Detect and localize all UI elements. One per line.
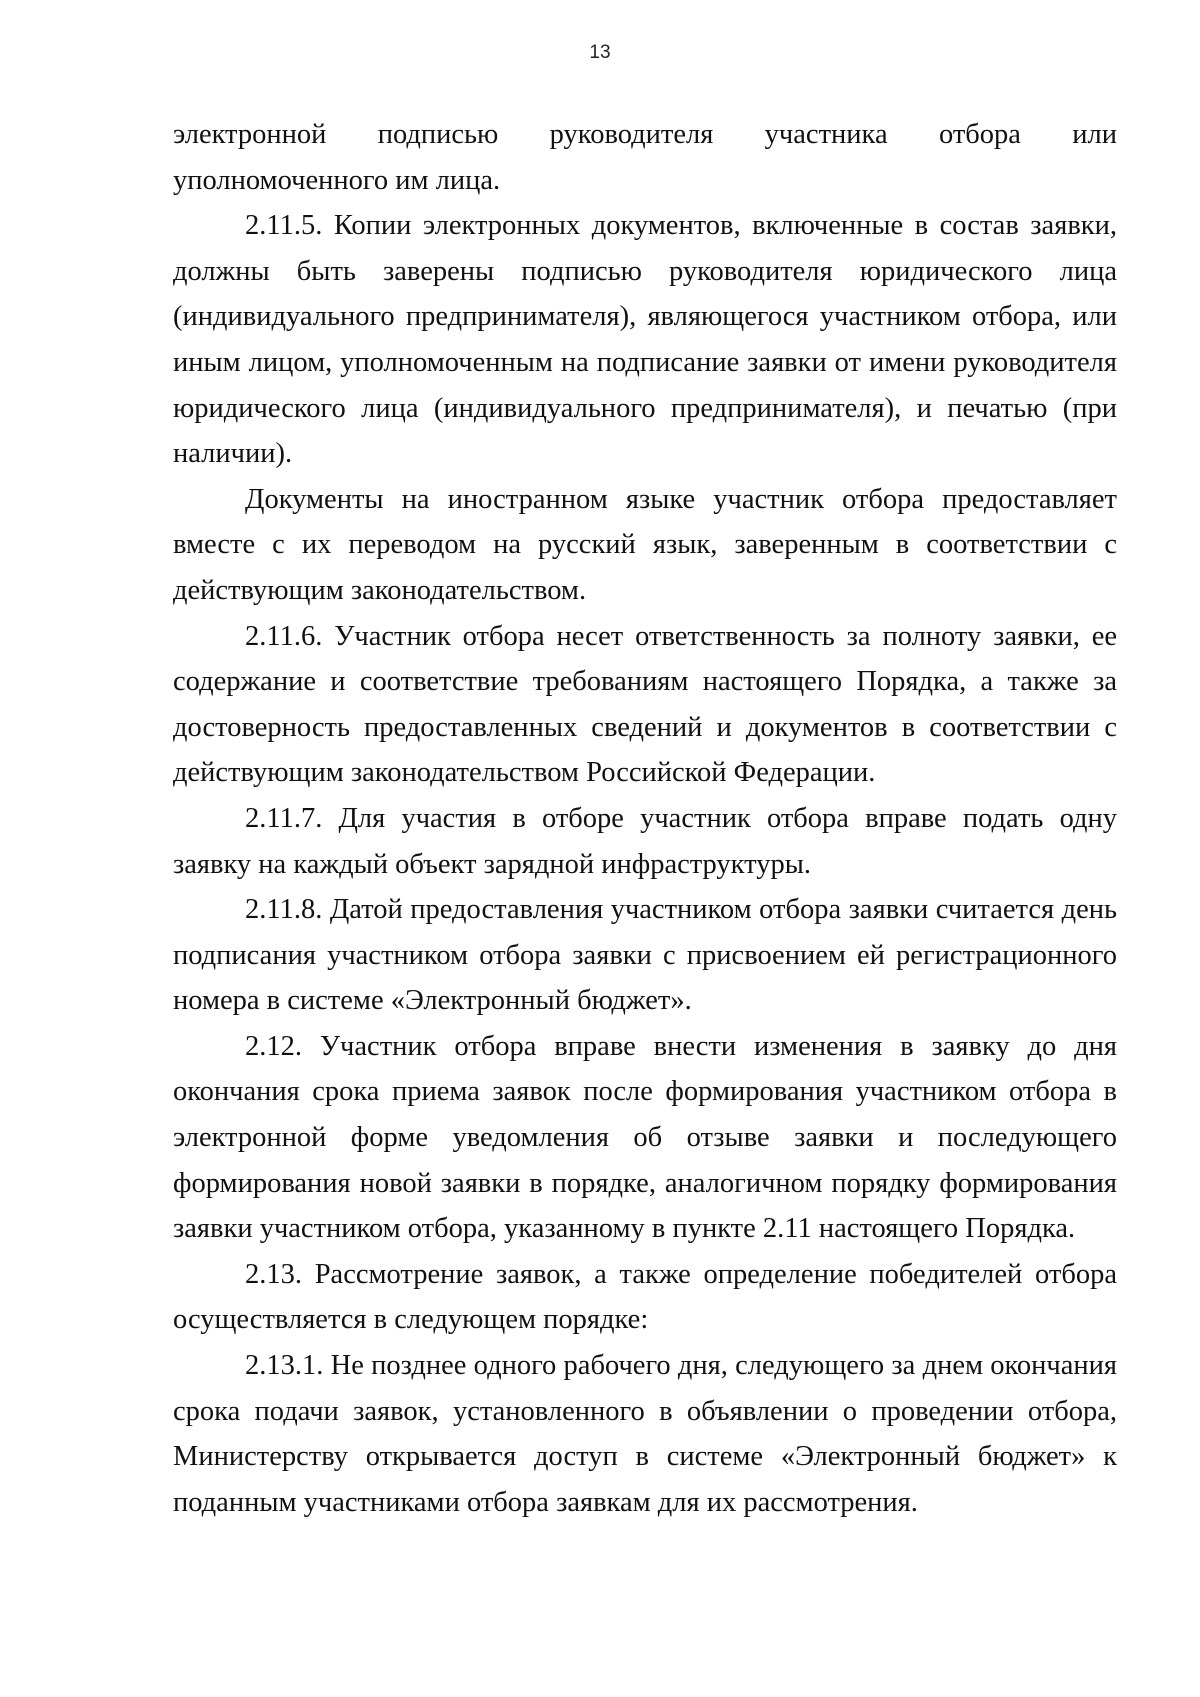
page-number: 13 [589,42,611,63]
paragraph-2-13-1: 2.13.1. Не позднее одного рабочего дня, следующего за днем окончания срока подачи заявок, установленного в объявлении о проведении отбора, Министерству открывается доступ в системе «Электронный бюджет» к поданным участниками отбора заявкам для их рассмотрения. [173,1350,1117,1518]
paragraph-2-11-6: 2.11.6. Участник отбора несет ответственность за полноту заявки, ее содержание и соответствие требованиям настоящего Порядка, а также за достоверность предоставленных сведений и документов в соответствии с действующим законодательством Российской Федерации. [173,620,1117,789]
paragraph-2-11-7: 2.11.7. Для участия в отборе участник отбора вправе подать одну заявку на каждый объект зарядной инфраструктуры. [173,802,1117,880]
paragraph-2-11-8: 2.11.8. Датой предоставления участником отбора заявки считается день подписания участником отбора заявки с присвоением ей регистрационного номера в системе «Электронный бюджет». [173,894,1117,1017]
paragraph-2-12: 2.12. Участник отбора вправе внести изменения в заявку до дня окончания срока приема заявок после формирования участником отбора в электронной форме уведомления об отзыве заявки и последующего формирования новой заявки в порядке, аналогичном порядку формирования заявки участником отбора, указанному в пункте 2.11 настоящего Порядка. [173,1030,1117,1245]
paragraph-foreign-documents: Документы на иностранном языке участник отбора предоставляет вместе с их переводом на русский язык, заверенным в соответствии с действующим законодательством. [173,483,1117,606]
document-body [173,112,1117,1525]
paragraph-2-11-5: 2.11.5. Копии электронных документов, включенные в состав заявки, должны быть заверены подписью руководителя юридического лица (индивидуального предпринимателя), являющегося участником отбора, или иным лицом, уполномоченным на подписание заявки от имени руководителя юридического лица (индивидуального предпринимателя), и печатью (при наличии). [173,210,1117,470]
paragraph-2-13: 2.13. Рассмотрение заявок, а также определение победителей отбора осуществляется в следующем порядке: [173,1258,1117,1336]
paragraph-continuation: электронной подписью руководителя участника отбора или уполномоченного им лица. [173,119,1117,196]
